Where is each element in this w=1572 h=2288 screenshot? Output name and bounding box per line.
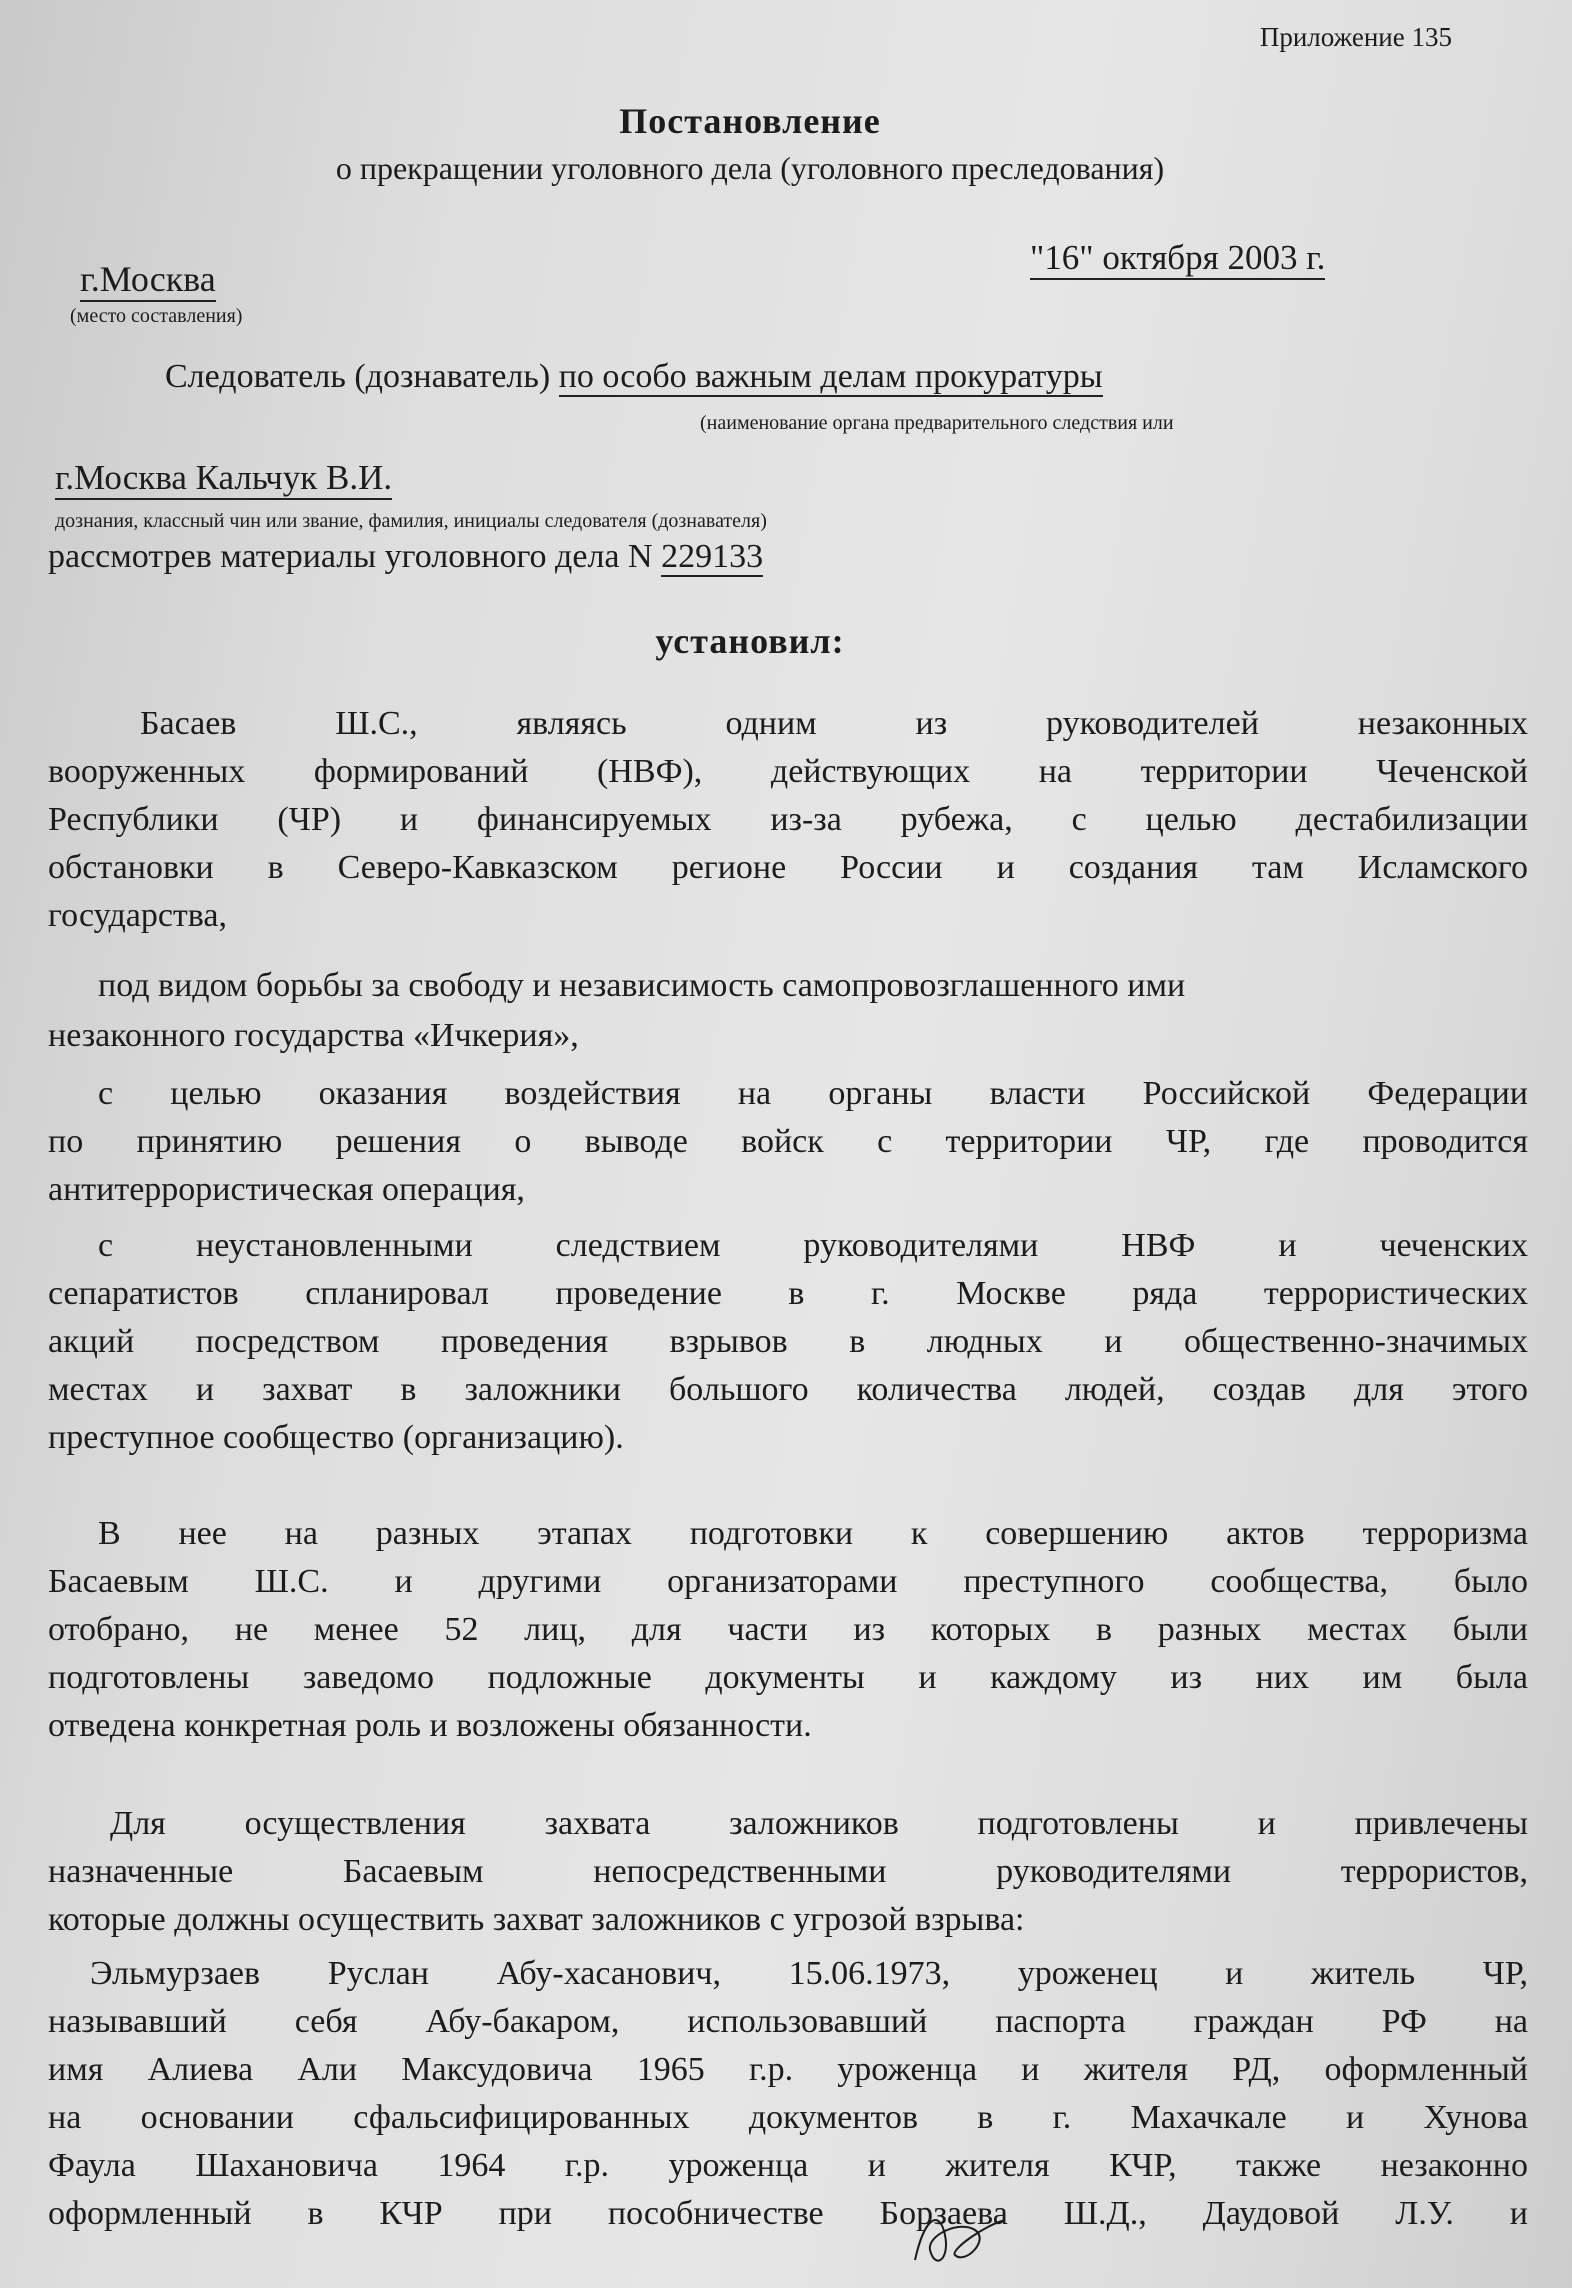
body-line: Для осуществления захвата заложников подготовлены и привлечены [110,1805,1528,1842]
body-line: оформленный в КЧР при пособничестве Борзаева Ш.Д., Даудовой Л.У. и [48,2195,1528,2232]
body-line: с неустановленными следствием руководителями НВФ и чеченских [98,1227,1528,1264]
body-line: акций посредством проведения взрывов в людных и общественно-значимых [48,1323,1528,1360]
body-line: Басаев Ш.С., являясь одним из руководителей незаконных [140,705,1528,742]
document-date: "16" октября 2003 г. [1030,238,1325,280]
body-line: обстановки в Северо-Кавказском регионе России и создания там Исламского [48,849,1528,886]
body-line: Басаевым Ш.С. и другими организаторами преступного сообщества, было [48,1563,1528,1600]
body-line: местах и захват в заложники большого количества людей, создав для этого [48,1371,1528,1408]
investigator-line [165,358,1103,396]
body-line: Республики (ЧР) и финансируемых из-за рубежа, с целью дестабилизации [48,801,1528,838]
name-caption: дознания, классный чин или звание, фамилия, инициалы следователя (дознавателя) [55,510,767,532]
body-line: которые должны осуществить захват заложников с угрозой взрыва: [48,1901,1025,1938]
body-line: незаконного государства «Ичкерия», [48,1017,579,1054]
body-line: отобрано, не менее 52 лиц, для части из которых в разных местах были [48,1611,1528,1648]
body-line: имя Алиева Али Максудовича 1965 г.р. уроженца и жителя РД, оформленный [48,2051,1528,2088]
case-number: 229133 [661,538,764,575]
considered-label: рассмотрев материалы уголовного дела N [48,538,653,575]
case-reference [48,538,763,576]
body-line: под видом борьбы за свободу и независимость самопровозглашенного ими [98,967,1186,1004]
body-line: отведена конкретная роль и возложены обязанности. [48,1707,812,1744]
investigator-name: г.Москва Кальчук В.И. [55,458,392,500]
signature-mark [905,2205,1015,2275]
body-line: назначенные Басаевым непосредственными руководителями террористов, [48,1853,1528,1890]
body-line: на основании сфальсифицированных документов в г. Махачкале и Хунова [48,2099,1528,2136]
place-caption: (место составления) [70,305,243,327]
body-line: вооруженных формирований (НВФ), действующих на территории Чеченской [48,753,1528,790]
place-of-issue: г.Москва [80,258,216,302]
body-line: преступное сообщество (организацию). [48,1419,624,1456]
appendix-label: Приложение 135 [1259,22,1452,52]
body-line: Фаула Шахановича 1964 г.р. уроженца и жителя КЧР, также незаконно [48,2147,1528,2184]
investigator-org: по особо важным делам прокуратуры [558,358,1103,395]
body-line: сепаратистов спланировал проведение в г. Москве ряда террористических [48,1275,1528,1312]
established-heading: установил: [655,621,845,661]
body-line: В нее на разных этапах подготовки к совершению актов терроризма [98,1515,1528,1552]
body-line: подготовлены заведомо подложные документы и каждому из них им была [48,1659,1528,1696]
document-subtitle: о прекращении уголовного дела (уголовного преследования) [335,150,1165,186]
body-line: с целью оказания воздействия на органы власти Российской Федерации [98,1075,1528,1112]
body-line: называвший себя Абу-бакаром, использовавший паспорта граждан РФ на [48,2003,1528,2040]
body-line: государства, [48,897,227,934]
document-title: Постановление [619,101,881,141]
org-caption: (наименование органа предварительного следствия или [700,412,1174,434]
body-line: по принятию решения о выводе войск с территории ЧР, где проводится [48,1123,1528,1160]
investigator-label: Следователь (дознаватель) [165,358,551,395]
body-line: антитеррористическая операция, [48,1171,525,1208]
body-line: Эльмурзаев Руслан Абу-хасанович, 15.06.1973, уроженец и житель ЧР, [90,1955,1528,1992]
